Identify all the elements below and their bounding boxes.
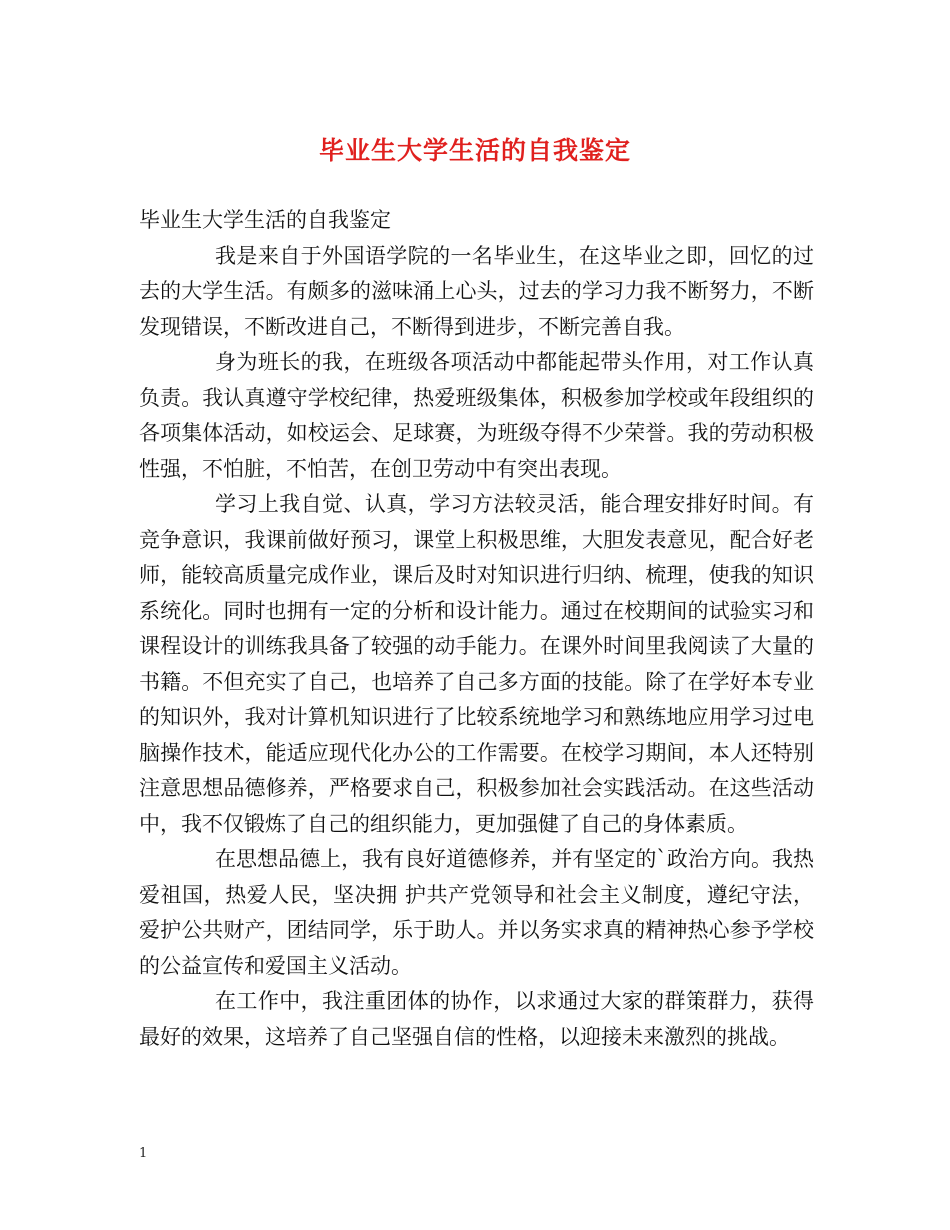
paragraph-class-monitor: 身为班长的我，在班级各项活动中都能起带头作用，对工作认真负责。我认真遵守学校纪律，热爱班级集体，积极参加学校或年段组织的各项集体活动，如校运会、足球赛，为班级夺得不少荣誉。我的劳动积极性强，不怕脏，不怕苦，在创卫劳动中有突出表现。 bbox=[139, 350, 814, 481]
document-subtitle: 毕业生大学生活的自我鉴定 bbox=[139, 208, 391, 232]
paragraph-study: 学习上我自觉、认真，学习方法较灵活，能合理安排好时间。有竞争意识，我课前做好预习，课堂上积极思维，大胆发表意见，配合好老师，能较高质量完成作业，课后及时对知识进行归纳、梳理，使我的知识系统化。同时也拥有一定的分析和设计能力。通过在校期间的试验实习和课程设计的训练我具备了较强的动手能力。在课外时间里我阅读了大量的书籍。不但充实了自己，也培养了自己多方面的技能。除了在学好本专业的知识外，我对计算机知识进行了比较系统地学习和熟练地应用学习过电脑操作技术，能适应现代化办公的工作需要。在校学习期间，本人还特别注意思想品德修养，严格要求自己，积极参加社会实践活动。在这些活动中，我不仅锻炼了自己的组织能力，更加强健了自己的身体素质。 bbox=[139, 492, 814, 836]
paragraph-intro: 我是来自于外国语学院的一名毕业生，在这毕业之即，回忆的过去的大学生活。有颇多的滋味涌上心头，过去的学习力我不断努力，不断发现错误，不断改进自己，不断得到进步，不断完善自我。 bbox=[139, 243, 814, 339]
paragraph-morality: 在思想品德上，我有良好道德修养，并有坚定的`政治方向。我热爱祖国，热爱人民，坚决拥 护共产党领导和社会主义制度，遵纪守法，爱护公共财产，团结同学，乐于助人。并以务实求真的精神热心参予学校的公益宣传和爱国主义活动。 bbox=[139, 847, 814, 978]
document-title: 毕业生大学生活的自我鉴定 bbox=[318, 136, 631, 165]
paragraph-work: 在工作中，我注重团体的协作，以求通过大家的群策群力，获得最好的效果，这培养了自己坚强自信的性格，以迎接未来激烈的挑战。 bbox=[139, 989, 814, 1049]
document-body bbox=[139, 203, 814, 1055]
page-number: 1 bbox=[139, 1146, 148, 1161]
